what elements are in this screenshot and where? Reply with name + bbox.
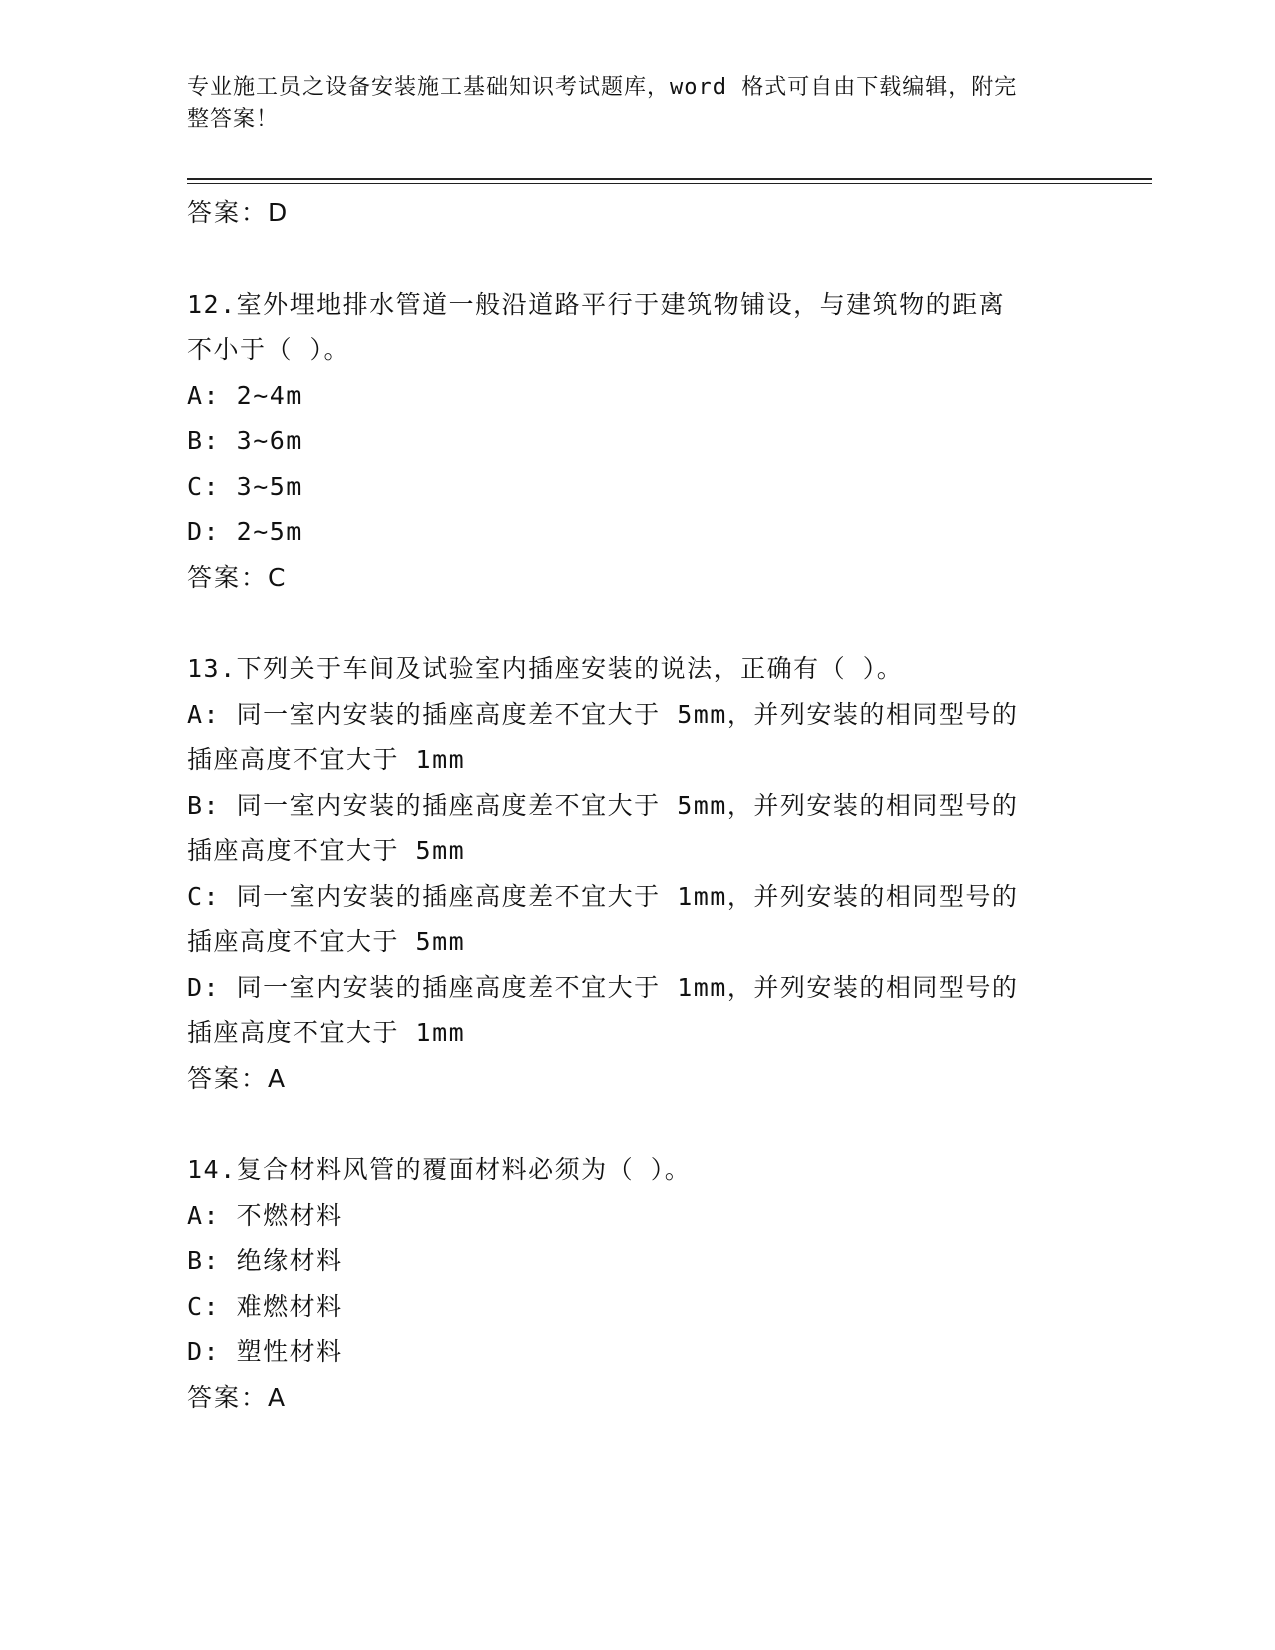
question-stem-line: 14.复合材料风管的覆面材料必须为（ ）。 [187,1155,692,1184]
question-13 [187,646,1087,1101]
document-body [187,190,1087,1420]
option-c-continued: 插座高度不宜大于 5mm [187,927,466,956]
option-a-continued: 插座高度不宜大于 1mm [187,745,466,774]
option-a: A: 不燃材料 [187,1200,343,1230]
option-d-continued: 插座高度不宜大于 1mm [187,1018,466,1047]
question-12 [187,282,1087,601]
option-c: C: 同一室内安装的插座高度差不宜大于 1mm，并列安装的相同型号的 [187,881,1019,911]
option-b: B: 同一室内安装的插座高度差不宜大于 5mm，并列安装的相同型号的 [187,790,1019,820]
spacer [187,1101,1087,1147]
previous-answer: 答案：D [187,198,290,227]
option-a: A: 2~4m [187,380,303,410]
question-stem-line: 12.室外埋地排水管道一般沿道路平行于建筑物铺设，与建筑物的距离 [187,289,1006,319]
answer-label: 答案：A [187,1382,288,1412]
option-c: C: 3~5m [187,471,303,501]
header-line-2: 整答案！ [187,107,280,132]
question-14 [187,1147,1087,1420]
header-divider [187,178,1152,184]
option-d: D: 同一室内安装的插座高度差不宜大于 1mm，并列安装的相同型号的 [187,972,1019,1002]
option-b: B: 绝缘材料 [187,1246,343,1275]
answer-label: 答案：C [187,562,288,592]
option-d: D: 塑性材料 [187,1337,343,1366]
spacer [187,236,1087,282]
option-c: C: 难燃材料 [187,1291,343,1321]
answer-label: 答案：A [187,1063,288,1093]
option-b-continued: 插座高度不宜大于 5mm [187,836,466,865]
option-d: D: 2~5m [187,517,303,546]
option-a: A: 同一室内安装的插座高度差不宜大于 5mm，并列安装的相同型号的 [187,699,1019,729]
header-line-1: 专业施工员之设备安装施工基础知识考试题库，word 格式可自由下载编辑，附完 [187,75,1018,100]
spacer [187,600,1087,646]
question-stem-line: 不小于（ ）。 [187,335,351,364]
document-header [187,72,1067,136]
question-stem-line: 13.下列关于车间及试验室内插座安装的说法，正确有（ ）。 [187,654,904,683]
option-b: B: 3~6m [187,426,303,455]
